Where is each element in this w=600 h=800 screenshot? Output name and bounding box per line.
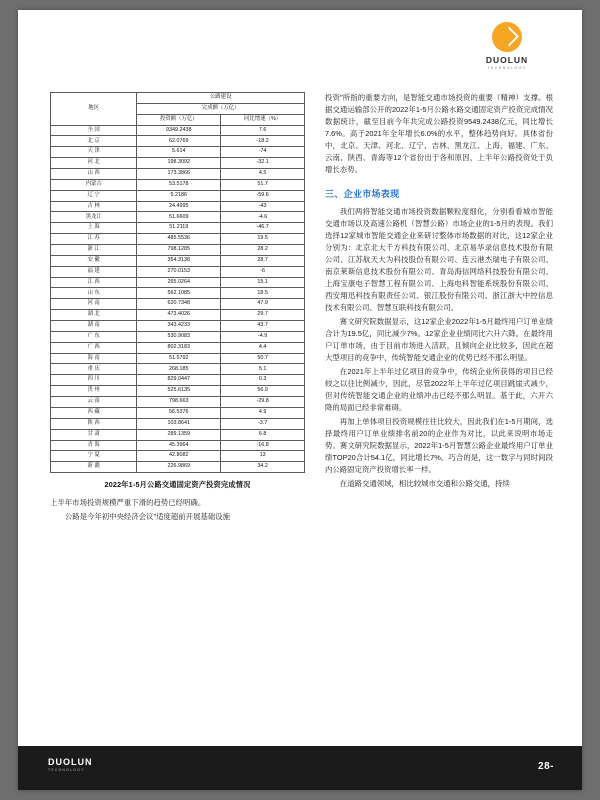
table-header-group: 公路建设 <box>137 93 305 104</box>
table-row <box>51 245 305 256</box>
cell-growth: 19.5 <box>221 234 305 245</box>
cell-amount: 265.0264 <box>137 277 221 288</box>
brand-logo <box>462 22 552 70</box>
footer-logo-sub: TECHNOLOGY <box>48 768 85 772</box>
cell-region: 云 南 <box>51 397 137 408</box>
cell-amount: 53.5178 <box>137 179 221 190</box>
swoosh-icon <box>492 22 522 52</box>
cell-growth: 6.8 <box>221 429 305 440</box>
footer-logo-name: DUOLUN <box>48 757 93 767</box>
cell-region: 河 南 <box>51 299 137 310</box>
cell-amount: 42.8082 <box>137 451 221 462</box>
cell-region: 福 建 <box>51 266 137 277</box>
cell-region: 上 海 <box>51 223 137 234</box>
cell-growth: 7.6 <box>221 125 305 136</box>
cell-growth: -46.7 <box>221 223 305 234</box>
cell-growth: 4.9 <box>221 407 305 418</box>
table-row <box>51 331 305 342</box>
cell-region: 广 西 <box>51 342 137 353</box>
right-column <box>325 92 553 492</box>
cell-region: 江 苏 <box>51 234 137 245</box>
table-row <box>51 462 305 473</box>
cell-region: 河 北 <box>51 158 137 169</box>
left-column <box>50 92 305 525</box>
table-row <box>51 136 305 147</box>
cell-region: 浙 江 <box>51 245 137 256</box>
cell-region: 陕 西 <box>51 418 137 429</box>
right-paragraph-6: 在道路交通领域，相比较城市交通和公路交通，持续 <box>339 478 510 488</box>
table-row <box>51 223 305 234</box>
cell-region: 天 津 <box>51 147 137 158</box>
brand-logo-sub: TECHNOLOGY <box>487 66 527 70</box>
cell-growth: -18.2 <box>221 136 305 147</box>
cell-region: 宁 夏 <box>51 451 137 462</box>
cell-region: 辽 宁 <box>51 190 137 201</box>
cell-amount: 45.3964 <box>137 440 221 451</box>
table-row-group-header <box>51 93 305 104</box>
cell-amount: 530.9083 <box>137 331 221 342</box>
cell-growth: 28.7 <box>221 255 305 266</box>
table-row <box>51 440 305 451</box>
table-row <box>51 418 305 429</box>
cell-region: 北 京 <box>51 136 137 147</box>
left-paragraph-2: 公路是今年初中央经济会议"适度超前开展基础设施 <box>64 512 231 522</box>
cell-growth: 56.9 <box>221 386 305 397</box>
cell-region: 贵 州 <box>51 386 137 397</box>
table-row <box>51 299 305 310</box>
cell-growth: -29.8 <box>221 397 305 408</box>
table-row <box>51 169 305 180</box>
table-row <box>51 375 305 386</box>
cell-region: 内蒙古 <box>51 179 137 190</box>
cell-amount: 51.2119 <box>137 223 221 234</box>
page-footer <box>18 746 582 790</box>
cell-amount: 56.5376 <box>137 407 221 418</box>
section-heading: 三、企业市场表现 <box>325 188 400 199</box>
cell-region: 湖 北 <box>51 310 137 321</box>
cell-region: 山 西 <box>51 169 137 180</box>
cell-amount: 802.3183 <box>137 342 221 353</box>
table-header-amount: 投资额（万亿） <box>137 114 221 125</box>
cell-growth: -74 <box>221 147 305 158</box>
table-row <box>51 451 305 462</box>
cell-amount: 798.663 <box>137 397 221 408</box>
investment-table <box>50 92 305 473</box>
table-row <box>51 179 305 190</box>
table-row <box>51 266 305 277</box>
cell-region: 吉 林 <box>51 201 137 212</box>
cell-region: 西 藏 <box>51 407 137 418</box>
cell-growth: 50.7 <box>221 353 305 364</box>
brand-logo-name: DUOLUN <box>485 55 529 65</box>
cell-amount: 270.0153 <box>137 266 221 277</box>
cell-growth: 0.3 <box>221 375 305 386</box>
right-paragraph-5: 再加上单体项目投资规模往往比较大，因此我们在1-5月期间，选择最终用户订单业绩排名前20的企业作为对比，以此来说明市场走势。赛文研究院数据显示，2022年1-5月智慧公路企业最终用户订单业绩TOP20合计54.1亿，同比增长7%。巧合的是，这一数字与同时间段内公路固定资产投资增长率一样。 <box>325 416 553 474</box>
cell-amount: 798.1285 <box>137 245 221 256</box>
cell-region: 广 东 <box>51 331 137 342</box>
cell-growth: -4.9 <box>221 331 305 342</box>
cell-region: 全 国 <box>51 125 137 136</box>
cell-amount: 9349.2438 <box>137 125 221 136</box>
table-row <box>51 321 305 332</box>
cell-amount: 289.1359 <box>137 429 221 440</box>
cell-amount: 5.614 <box>137 147 221 158</box>
right-paragraph-2: 我们两将智能交通市场投资数据颗粒度细化，分别看看城市智能交通市场以及高速公路机（智慧公路）市场企业的1-5月的表现。我们选择12家城市智能交通企业来研讨整体市场数据的对比，这12家企业分别为：北京北大千方科技有限公司、北京易华录信息技术股份有限公司、江苏航天大为科技股份有限公司、连云港杰瑞电子有限公司、南京莱斯信息技术股份有限公司、青岛海信网络科技股份有限公司、上海宝康电子智慧工程有限公司、上海电科智能系统股份有限公司、西安翔迅科技有限责任公司、银江股份有限公司、浙江浙大中控信息技术有限公司、智慧互联科技有限公司。 <box>325 206 553 312</box>
cell-growth: 29.7 <box>221 310 305 321</box>
cell-amount: 173.3866 <box>137 169 221 180</box>
cell-amount: 268.185 <box>137 364 221 375</box>
cell-region: 四 川 <box>51 375 137 386</box>
cell-growth: 13 <box>221 451 305 462</box>
table-row <box>51 342 305 353</box>
cell-amount: 103.8641 <box>137 418 221 429</box>
right-paragraph-3: 赛文研究院数据显示，这12家企业2022年1-5月最终用户订单业绩合计为19.5亿，同比减少7%。12家企业业绩同比六升六降。在最终用户订单市场，由于目前市场进入活跃，且倾向企业比较多，因此在超大型项目的竞争中，传统智能交通企业的优势已经不那么明显。 <box>325 316 553 362</box>
cell-region: 山 东 <box>51 288 137 299</box>
cell-region: 湖 南 <box>51 321 137 332</box>
cell-amount: 525.6135 <box>137 386 221 397</box>
cell-growth: 28.2 <box>221 245 305 256</box>
cell-amount: 5.2186 <box>137 190 221 201</box>
document-page <box>18 10 582 790</box>
table-header-growth: 同比增速（%） <box>221 114 305 125</box>
table-row <box>51 147 305 158</box>
table-header-region: 地区 <box>51 93 137 126</box>
cell-growth: -6 <box>221 266 305 277</box>
cell-growth: -3.7 <box>221 418 305 429</box>
cell-amount: 51.5792 <box>137 353 221 364</box>
cell-growth: 18.5 <box>221 288 305 299</box>
footer-logo <box>48 757 93 772</box>
table-header-unit: 完成额（万亿） <box>137 103 305 114</box>
left-paragraph-1: 上半年市场投资规模严重下滑的趋势已经明确。 <box>50 498 206 508</box>
cell-growth: 43.7 <box>221 321 305 332</box>
cell-amount: 198.3092 <box>137 158 221 169</box>
table-row <box>51 429 305 440</box>
table-row <box>51 310 305 321</box>
table-row <box>51 288 305 299</box>
cell-growth: -43 <box>221 201 305 212</box>
cell-region: 重 庆 <box>51 364 137 375</box>
cell-amount: 24.4995 <box>137 201 221 212</box>
cell-growth: 5.1 <box>221 364 305 375</box>
cell-amount: 226.9869 <box>137 462 221 473</box>
cell-growth: 34.2 <box>221 462 305 473</box>
cell-region: 江 西 <box>51 277 137 288</box>
cell-growth: 4.4 <box>221 342 305 353</box>
cell-amount: 620.7348 <box>137 299 221 310</box>
cell-amount: 562.1085 <box>137 288 221 299</box>
table-caption: 2022年1-5月公路交通固定资产投资完成情况 <box>104 480 251 490</box>
table-row <box>51 190 305 201</box>
right-paragraph-4: 在2021年上半年过亿项目的竞争中，传统企业所获得的项目已经较之以往比例减少，因此，尽管2022年上半年过亿项目跳崖式减少，但对传统智能交通企业的业绩冲击已经不那么明显。基于此，六开六降的局面已经非常难碍。 <box>325 366 553 412</box>
cell-growth: 47.9 <box>221 299 305 310</box>
cell-region: 安 徽 <box>51 255 137 266</box>
table-row <box>51 353 305 364</box>
table-row <box>51 255 305 266</box>
cell-region: 甘 肃 <box>51 429 137 440</box>
table-row <box>51 212 305 223</box>
cell-region: 黑龙江 <box>51 212 137 223</box>
cell-growth: -32.1 <box>221 158 305 169</box>
cell-amount: 354.3138 <box>137 255 221 266</box>
table-row <box>51 364 305 375</box>
table-row <box>51 158 305 169</box>
page-number: 28- <box>538 761 554 772</box>
cell-growth: 4.5 <box>221 169 305 180</box>
right-paragraph-1: 投资"所指的重要方向，是智能交通市场投资的重要（精神）支撑。根据交通运输部公开的2022年1-5月公路水路交通固定资产投资完成情况数据统计，截至目前今年共完成公路投资9549.2438亿元，同比增长7.6%。高于2021年全年增长6.0%的水平，整体趋势向好。具体省份中，北京、天津、河北、辽宁、吉林、黑龙江、上海、福建、广东、云南、陕西、青海等12个省份出于各和原因，上半年公路投资处于负增长态势。 <box>325 93 553 174</box>
cell-growth: -16.8 <box>221 440 305 451</box>
page-header <box>18 10 582 72</box>
cell-amount: 485.5536 <box>137 234 221 245</box>
cell-amount: 829.0447 <box>137 375 221 386</box>
table-row <box>51 407 305 418</box>
cell-region: 青 海 <box>51 440 137 451</box>
cell-amount: 62.0769 <box>137 136 221 147</box>
table-row <box>51 201 305 212</box>
cell-growth: 51.7 <box>221 179 305 190</box>
cell-amount: 51.6609 <box>137 212 221 223</box>
cell-amount: 473.4026 <box>137 310 221 321</box>
cell-region: 海 南 <box>51 353 137 364</box>
cell-growth: 15.1 <box>221 277 305 288</box>
table-row <box>51 277 305 288</box>
table-row <box>51 234 305 245</box>
table-row <box>51 386 305 397</box>
cell-growth: -59.6 <box>221 190 305 201</box>
table-row <box>51 125 305 136</box>
cell-amount: 343.4233 <box>137 321 221 332</box>
cell-region: 新 疆 <box>51 462 137 473</box>
cell-growth: -4.6 <box>221 212 305 223</box>
table-row <box>51 397 305 408</box>
